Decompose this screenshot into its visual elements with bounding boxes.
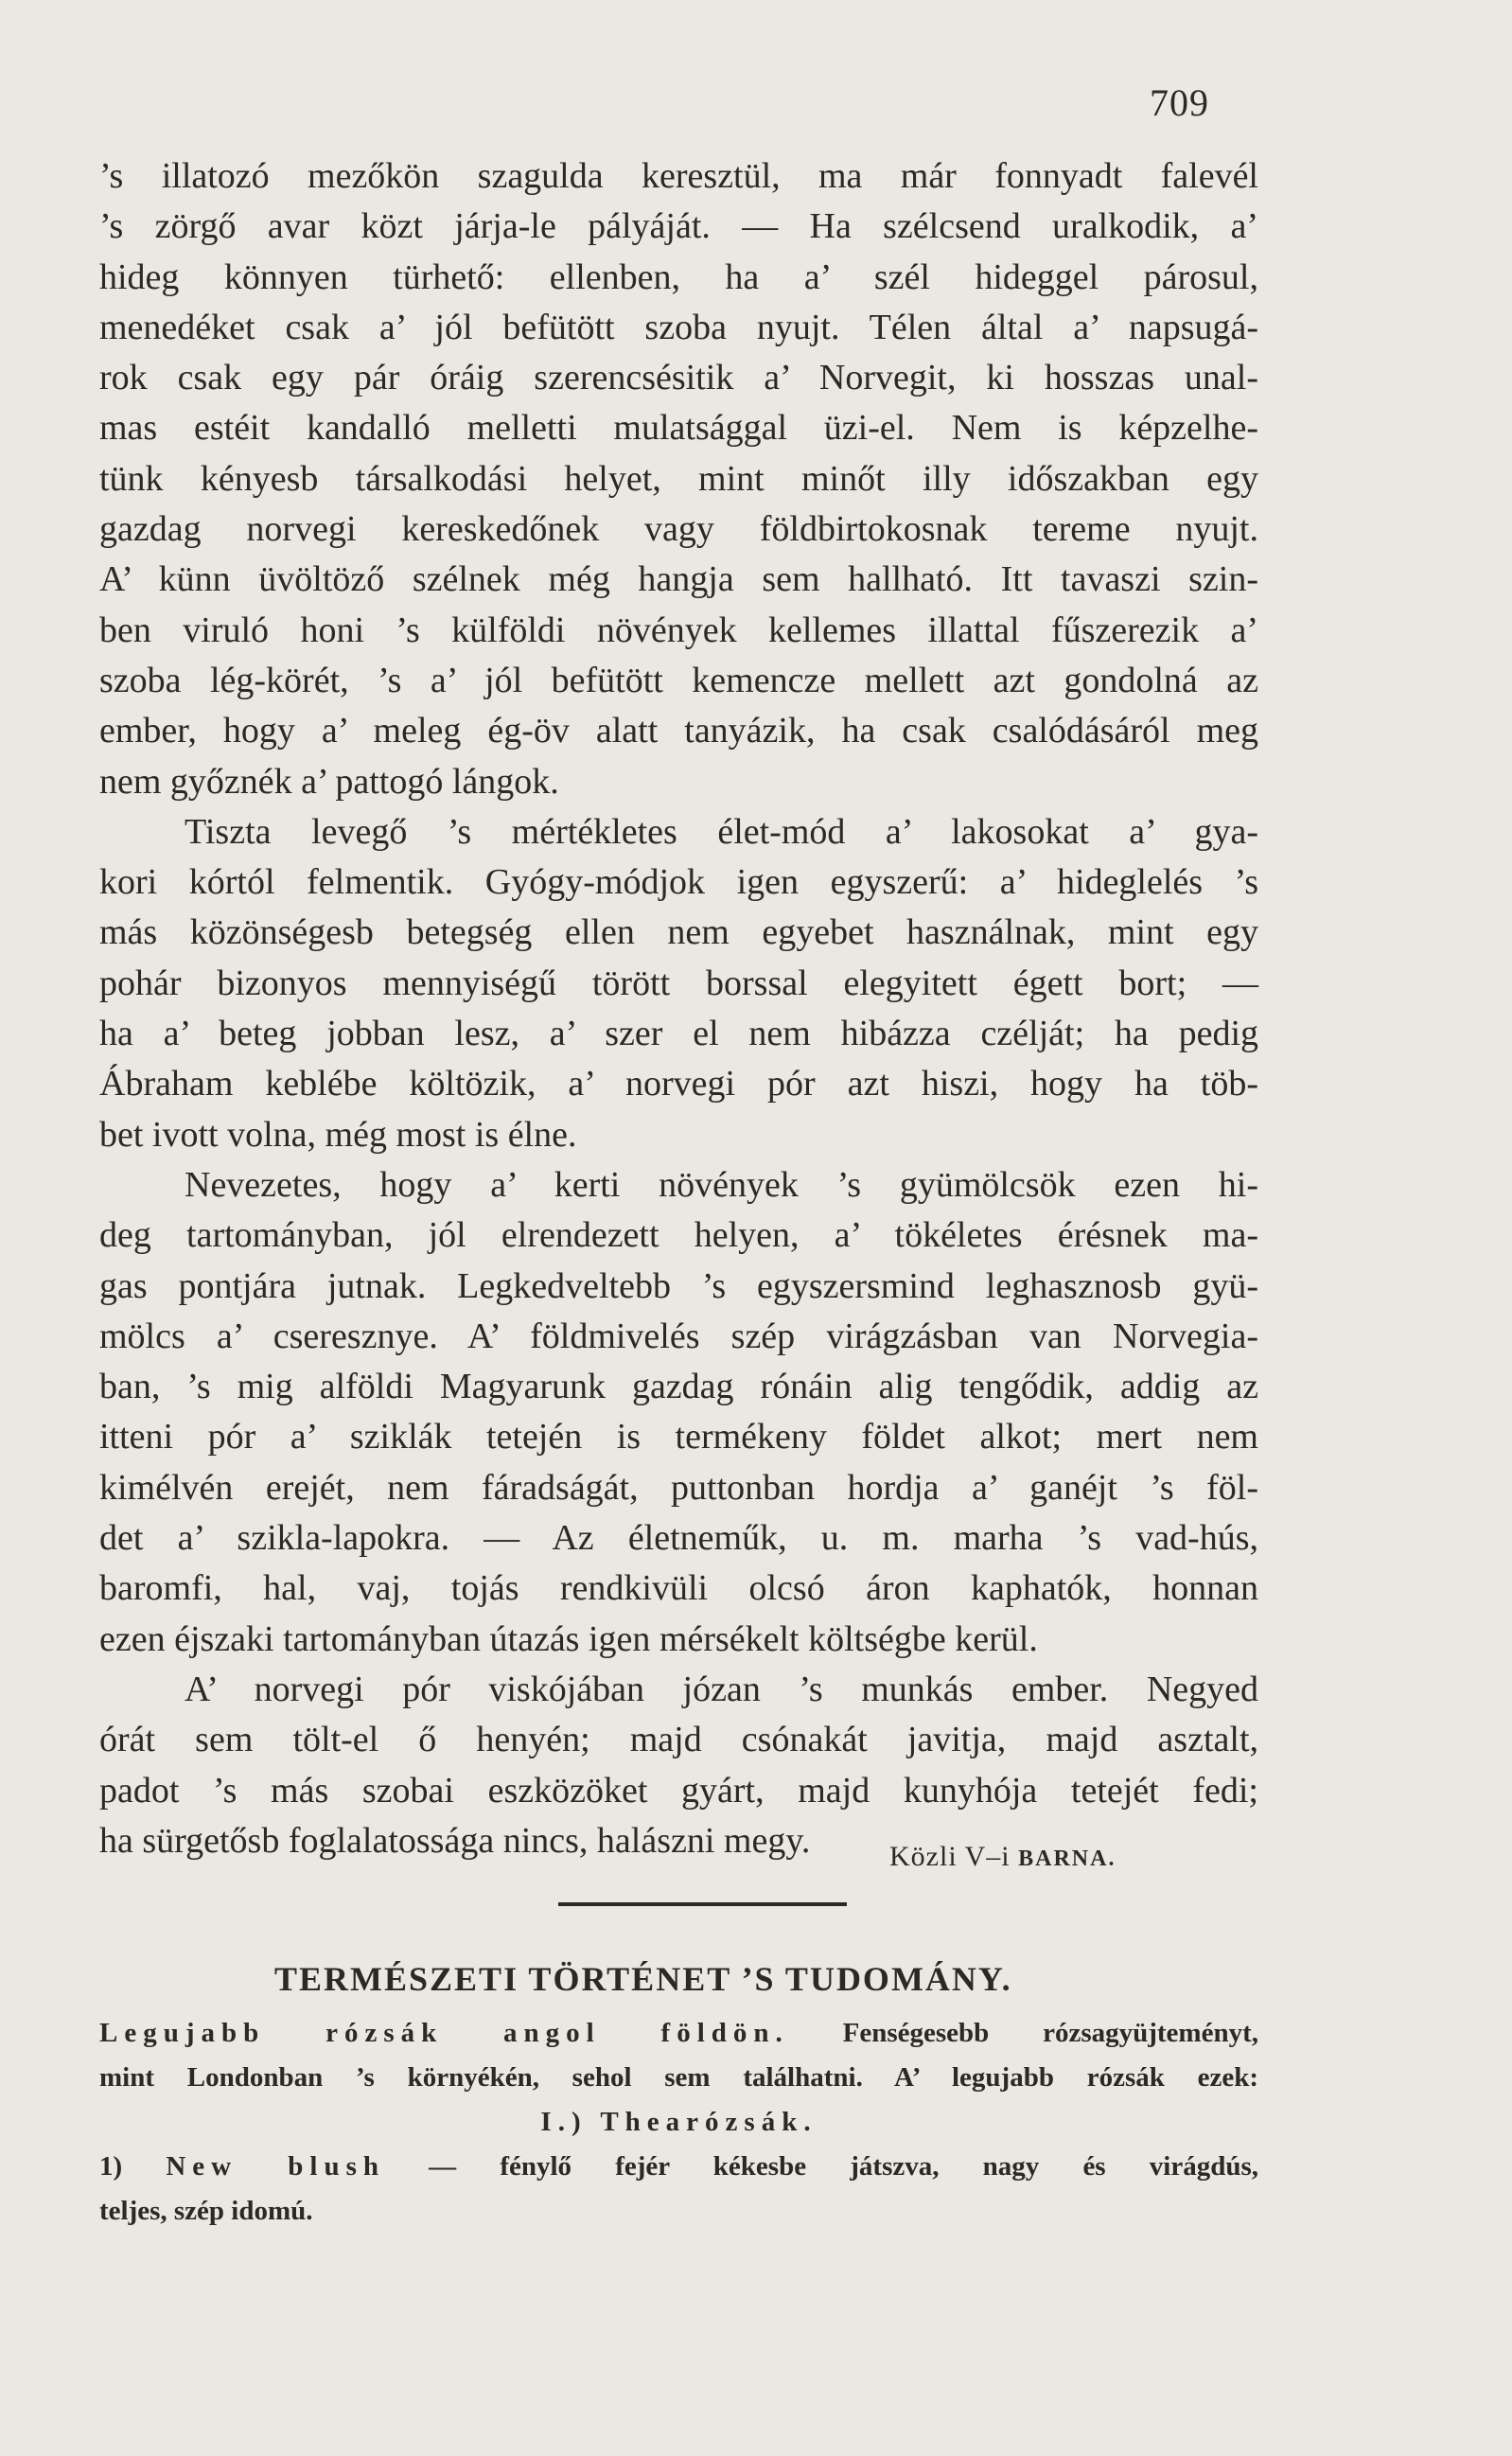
text-line: más közönségesb betegség ellen nem egyebet használnak, mint egy	[99, 912, 1258, 953]
text-line: padot ’s más szobai eszközöket gyárt, majd kunyhója tetejét fedi;	[99, 1770, 1258, 1811]
text-line: ben viruló honi ’s külföldi növények kellemes illattal fűszerezik a’	[99, 610, 1258, 650]
text-line: kori kórtól felmentik. Gyógy-módjok igen egyszerű: a’ hideglelés ’s	[99, 862, 1258, 903]
text-line: hideg könnyen türhető: ellenben, ha a’ szél hideggel párosul,	[99, 256, 1258, 297]
text-line: tünk kényesb társalkodási helyet, mint minőt illy időszakban egy	[99, 458, 1258, 499]
text-line: ha sürgetősb foglalatossága nincs, halászni megy.	[99, 1820, 811, 1861]
text-line: A’ norvegi pór viskójában józan ’s munkás ember. Negyed	[185, 1669, 1258, 1709]
rose-name: New blush	[166, 2151, 385, 2182]
rose-description: — fénylő fejér kékesbe játszva, nagy és virágdús,	[429, 2151, 1258, 2182]
text-line: det a’ szikla-lapokra. — Az életneműk, u. m. marha ’s vad-hús,	[99, 1518, 1258, 1559]
list-number: 1)	[99, 2151, 123, 2182]
text-line: itteni pór a’ sziklák tetején is termékeny földet alkot; mert nem	[99, 1417, 1258, 1458]
text-line: ezen éjszaki tartományban útazás igen mérsékelt költségbe kerül.	[99, 1618, 1038, 1659]
text-line: ’s illatozó mezőkön szagulda keresztül, ma már fonnyadt falevél	[99, 156, 1258, 196]
text-line: Tiszta levegő ’s mértékletes élet-mód a’ lakosokat a’ gya-	[185, 811, 1258, 852]
text-line: baromfi, hal, vaj, tojás rendkivüli olcsó áron kaphatók, honnan	[99, 1568, 1258, 1609]
text-line: mas estéit kandalló melletti mulatsággal üzi-el. Nem is képzelhe-	[99, 408, 1258, 449]
text-line: ha a’ beteg jobban lesz, a’ szer el nem hibázza czélját; ha pedig	[99, 1014, 1258, 1054]
text-line: nem győznék a’ pattogó lángok.	[99, 761, 559, 802]
section-line	[99, 2011, 1258, 2056]
section-heading-phrase: Legujabb rózsák angol földön.	[99, 2018, 789, 2048]
section-line	[99, 2145, 1258, 2189]
section-line: mint Londonban ’s környékén, sehol sem találhatni. A’ legujabb rózsák ezek:	[99, 2062, 1258, 2093]
text-line: A’ künn üvöltöző szélnek még hangja sem hallható. Itt tavaszi szin-	[99, 559, 1258, 600]
author-signature	[889, 1841, 1116, 1873]
section-line: teljes, szép idomú.	[99, 2196, 313, 2226]
text-line: kimélvén erejét, nem fáradságát, puttonban hordja a’ ganéjt ’s föl-	[99, 1467, 1258, 1508]
text-line: gas pontjára jutnak. Legkedveltebb ’s egyszersmind leghasznosb gyü-	[99, 1265, 1258, 1306]
section-title: TERMÉSZETI TÖRTÉNET ’S TUDOMÁNY.	[274, 1960, 1012, 1998]
text-line: ember, hogy a’ meleg ég-öv alatt tanyázik, ha csak csalódásáról meg	[99, 711, 1258, 751]
text-line: szoba lég-körét, ’s a’ jól befütött kemencze mellett azt gondolná az	[99, 660, 1258, 700]
text-line: Nevezetes, hogy a’ kerti növények ’s gyümölcsök ezen hi-	[185, 1164, 1258, 1205]
text-line: pohár bizonyos mennyiségű törött borssal elegyitett égett bort; —	[99, 963, 1258, 1003]
subheading-text: I.) Thearózsák.	[540, 2107, 818, 2137]
signature-name: BARNA.	[1018, 1846, 1116, 1871]
text-line: rok csak egy pár óráig szerencsésitik a’ Norvegit, ki hosszas unal-	[99, 358, 1258, 398]
section-text	[99, 2011, 1258, 2234]
text-line: ’s zörgő avar közt járja-le pályáját. — Ha szélcsend uralkodik, a’	[99, 206, 1258, 247]
text-line: Ábraham keblébe költözik, a’ norvegi pór azt hiszi, hogy ha töb-	[99, 1064, 1258, 1104]
text-line: bet ivott volna, még most is élne.	[99, 1114, 577, 1155]
section-subheading	[99, 2100, 1258, 2145]
text-line: ban, ’s mig alföldi Magyarunk gazdag rónáin alig tengődik, addig az	[99, 1367, 1258, 1407]
text-line: órát sem tölt-el ő henyén; majd csónakát javitja, majd asztalt,	[99, 1720, 1258, 1760]
section-line-rest: Fenségesebb rózsagyüjteményt,	[842, 2018, 1258, 2048]
text-line: gazdag norvegi kereskedőnek vagy földbirtokosnak tereme nyujt.	[99, 509, 1258, 550]
text-line: deg tartományban, jól elrendezett helyen, a’ tökéletes érésnek ma-	[99, 1215, 1258, 1256]
text-line: mölcs a’ cseresznye. A’ földmivelés szép virágzásban van Norvegia-	[99, 1316, 1258, 1356]
signature-prefix: Közli V–i	[889, 1841, 1011, 1872]
page-number: 709	[1150, 81, 1209, 124]
text-line: menedéket csak a’ jól befütött szoba nyujt. Télen által a’ napsugá-	[99, 307, 1258, 347]
main-text	[99, 151, 1258, 1866]
section-divider	[558, 1902, 847, 1906]
